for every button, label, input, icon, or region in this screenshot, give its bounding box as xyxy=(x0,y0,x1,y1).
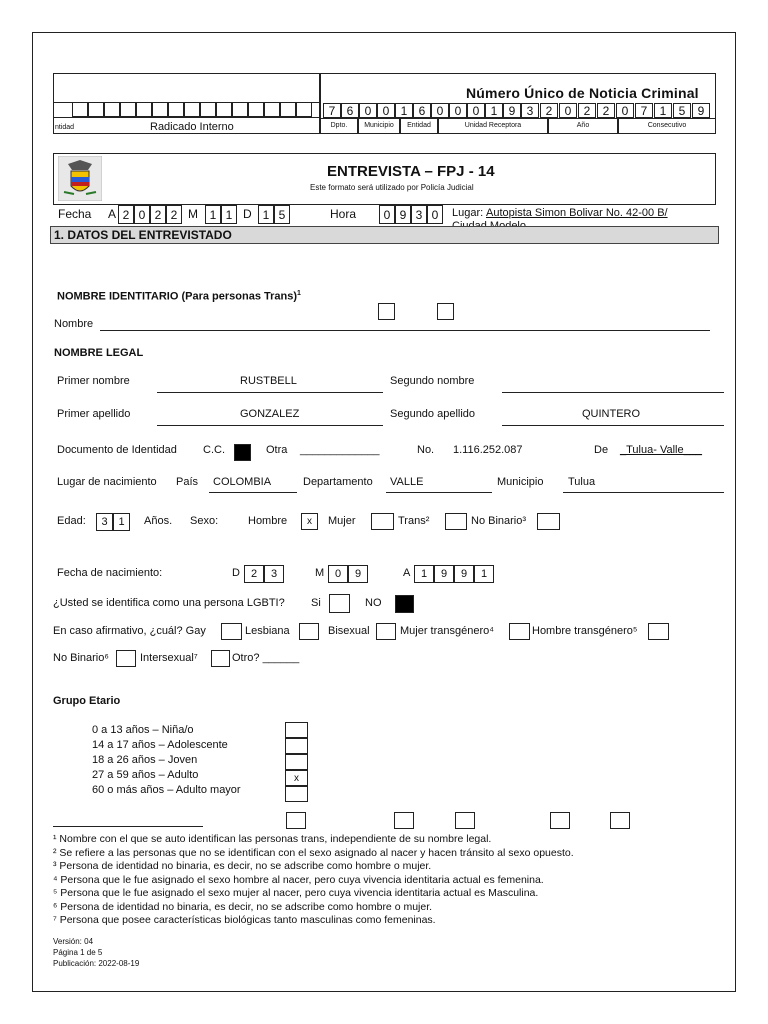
bisexual-label: Bisexual xyxy=(328,625,370,637)
form-title: ENTREVISTA – FPJ - 14 xyxy=(327,163,495,180)
nunc-digit[interactable]: 0 xyxy=(467,103,485,118)
municipio-label: Municipio xyxy=(497,476,544,488)
coat-of-arms-icon xyxy=(58,156,102,201)
year-prefix: A xyxy=(108,207,117,221)
radicado-cell[interactable] xyxy=(232,102,248,117)
hombre-trans-label: Hombre transgénero⁵ xyxy=(532,625,638,637)
footnote-line: ¹ Nombre con el que se auto identifican las personas trans, independiente de su nombre legal. xyxy=(53,833,492,845)
footnote-line: ⁵ Persona que le fue asignado el sexo mujer al nacer, pero cuya vivencia identitaria actual es Masculina. xyxy=(53,887,539,899)
no-label: No. xyxy=(417,444,435,456)
trans-label: Trans² xyxy=(398,515,430,527)
lugar-label: Lugar: xyxy=(452,207,484,219)
nunc-digit[interactable]: 6 xyxy=(341,103,359,118)
cc-label: C.C. xyxy=(203,444,225,456)
radicado-cell[interactable] xyxy=(248,102,264,117)
radicado-label: Radicado Interno xyxy=(150,121,234,133)
nunc-digit[interactable]: 3 xyxy=(521,103,539,118)
mujer-label: Mujer xyxy=(328,515,356,527)
fecha-digit-cell[interactable]: 1 xyxy=(205,205,221,224)
pais-label: País xyxy=(176,476,199,488)
nunc-digit[interactable]: 1 xyxy=(395,103,413,118)
mujer-checkbox[interactable] xyxy=(371,513,394,530)
fecha-digit-cell[interactable]: 2 xyxy=(166,205,182,224)
fecha-nac-digit[interactable]: 2 xyxy=(244,565,264,583)
grupo-item-label: 18 a 26 años – Joven xyxy=(92,754,198,766)
doc-number[interactable]: 1.116.252.087 xyxy=(453,444,523,456)
publicacion-text: Publicación: 2022-08-19 xyxy=(53,959,140,968)
fecha-digit-cell[interactable]: 0 xyxy=(379,205,395,224)
intersexual-checkbox[interactable] xyxy=(211,650,230,667)
otra-label: Otra xyxy=(266,444,288,456)
nunc-sub-label: Unidad Receptora xyxy=(438,118,548,134)
si-label: Si xyxy=(311,597,321,609)
grupo-item-checkbox[interactable] xyxy=(285,738,308,754)
cc-checkbox[interactable] xyxy=(234,444,251,461)
fecha-digit-cell[interactable]: 9 xyxy=(395,205,411,224)
grupo-item-checkbox[interactable] xyxy=(285,722,308,738)
nunc-digit[interactable]: 0 xyxy=(359,103,377,118)
fecha-digit-cell[interactable]: 2 xyxy=(150,205,166,224)
fecha-nac-digit[interactable]: 1 xyxy=(414,565,434,583)
grupo-item-checkbox[interactable] xyxy=(285,754,308,770)
nunc-digit[interactable]: 2 xyxy=(597,103,615,118)
identitario-checkbox-1[interactable] xyxy=(378,303,395,320)
primer-apellido-value[interactable]: GONZALEZ xyxy=(240,408,300,420)
nunc-digit[interactable]: 7 xyxy=(323,103,341,118)
fecha-digit-cell[interactable]: 2 xyxy=(118,205,134,224)
no-binario6-checkbox[interactable] xyxy=(116,650,136,667)
fecha-nac-digit[interactable]: 1 xyxy=(474,565,494,583)
version-text: Versión: 04 xyxy=(53,937,94,946)
fn-a-label: A xyxy=(403,567,411,579)
fecha-digit-cell[interactable]: 0 xyxy=(427,205,443,224)
radicado-cell[interactable] xyxy=(152,102,168,117)
identitario-checkbox-2[interactable] xyxy=(437,303,454,320)
nunc-sub-label: Entidad xyxy=(400,118,438,134)
otro-label: Otro? ______ xyxy=(232,652,300,664)
edad-digit[interactable]: 3 xyxy=(96,513,113,531)
fecha-digit-cell[interactable]: 1 xyxy=(221,205,237,224)
radicado-cell[interactable] xyxy=(264,102,280,117)
trans-checkbox[interactable] xyxy=(445,513,467,530)
edad-digit[interactable]: 1 xyxy=(113,513,130,531)
nunc-digit[interactable]: 0 xyxy=(559,103,577,118)
ntidad-label: ntidad xyxy=(55,124,75,131)
otra-value[interactable]: _____________ xyxy=(300,444,380,456)
radicado-cell[interactable] xyxy=(184,102,200,117)
departamento-label: Departamento xyxy=(303,476,373,488)
nombre-identitario-label: NOMBRE IDENTITARIO (Para personas Trans)$^1$ xyxy=(57,290,301,303)
section1-title: 1. DATOS DEL ENTREVISTADO xyxy=(54,228,232,242)
radicado-cell[interactable] xyxy=(216,102,232,117)
grupo-item-label: 27 a 59 años – Adulto xyxy=(92,769,199,781)
segundo-nombre-label: Segundo nombre xyxy=(390,375,475,387)
footnote-checkbox-4[interactable] xyxy=(550,812,570,829)
nunc-title: Número Único de Noticia Criminal xyxy=(466,85,699,101)
lugar-line1[interactable]: Autopista Simon Bolivar No. 42-00 B/ xyxy=(486,207,668,219)
fn-m-label: M xyxy=(315,567,325,579)
nunc-digit[interactable]: 0 xyxy=(616,103,634,118)
no-binario-label: No Binario³ xyxy=(471,515,527,527)
nunc-sub-label: Consecutivo xyxy=(618,118,716,134)
departamento-value[interactable]: VALLE xyxy=(390,476,424,488)
footnote-line: ² Se refiere a las personas que no se identifican con el sexo asignado al nacer y hacen tránsito al sexo opuesto. xyxy=(53,846,574,859)
grupo-item-label: 60 o más años – Adulto mayor xyxy=(92,784,241,796)
no-binario-checkbox[interactable] xyxy=(537,513,560,530)
footnote-line: ⁷ Persona que posee características biológicas tanto masculinas como femeninas. xyxy=(53,914,436,926)
nombre-input[interactable] xyxy=(100,330,710,331)
fecha-digit-cell[interactable]: 3 xyxy=(411,205,427,224)
grupo-item-label: 0 a 13 años – Niña/o xyxy=(92,724,194,736)
radicado-cell[interactable] xyxy=(168,102,184,117)
fecha-label: Fecha xyxy=(58,207,92,221)
segundo-apellido-label: Segundo apellido xyxy=(390,408,476,420)
nombre-label: Nombre xyxy=(54,318,94,330)
hombre-trans-checkbox[interactable] xyxy=(648,623,669,640)
fecha-nac-digit[interactable]: 0 xyxy=(328,565,348,583)
footnote-line: ⁶ Persona de identidad no binaria, es decir, no se adscribe como hombre o mujer. xyxy=(53,900,433,913)
nunc-digit[interactable]: 6 xyxy=(413,103,431,118)
footnote-checkbox-3[interactable] xyxy=(455,812,475,829)
footnote-checkbox-1[interactable] xyxy=(286,812,306,829)
grupo-item-checkbox[interactable] xyxy=(285,786,308,802)
fecha-nac-digit[interactable]: 9 xyxy=(454,565,474,583)
radicado-cell[interactable] xyxy=(296,102,312,117)
fn-d-label: D xyxy=(232,567,240,579)
nunc-digit[interactable]: 0 xyxy=(449,103,467,118)
mujer-trans-checkbox[interactable] xyxy=(509,623,530,640)
day-prefix: D xyxy=(243,207,252,221)
radicado-cell[interactable] xyxy=(200,102,216,117)
nunc-digit[interactable]: 1 xyxy=(654,103,672,118)
lgbti-question: ¿Usted se identifica como una persona LGBTI? xyxy=(53,597,285,609)
hora-label: Hora xyxy=(330,207,357,221)
footnote-checkbox-2[interactable] xyxy=(394,812,414,829)
month-prefix: M xyxy=(188,207,198,221)
pagina-text: Página 1 de 5 xyxy=(53,948,103,957)
nunc-sub-label: Dpto. xyxy=(320,118,358,134)
fecha-digit-cell[interactable]: 0 xyxy=(134,205,150,224)
intersexual-label: Intersexual⁷ xyxy=(140,652,198,664)
hombre-label: Hombre xyxy=(248,515,288,527)
sexo-label: Sexo: xyxy=(190,515,219,527)
radicado-cell[interactable] xyxy=(120,102,136,117)
afirmativo-label: En caso afirmativo, ¿cuál? Gay xyxy=(53,625,206,637)
no-binario6-label: No Binario⁶ xyxy=(53,652,109,664)
grupo-item-checkbox[interactable]: x xyxy=(285,770,308,786)
nunc-digit[interactable]: 5 xyxy=(673,103,691,118)
municipio-value[interactable]: Tulua xyxy=(568,476,596,488)
nunc-digit[interactable]: 2 xyxy=(540,103,558,118)
hombre-checkbox[interactable]: x xyxy=(301,513,318,530)
nunc-digit[interactable]: 0 xyxy=(377,103,395,118)
primer-nombre-value[interactable]: RUSTBELL xyxy=(240,375,297,387)
no-lgbti-label: NO xyxy=(365,597,382,609)
radicado-cell[interactable] xyxy=(72,102,88,117)
nombre-legal-label: NOMBRE LEGAL xyxy=(54,347,144,359)
documento-label: Documento de Identidad xyxy=(57,444,177,456)
edad-label: Edad: xyxy=(57,515,86,527)
segundo-apellido-value[interactable]: QUINTERO xyxy=(582,408,641,420)
form-subtitle: Este formato será utilizado por Policía Judicial xyxy=(310,183,474,192)
radicado-cell[interactable] xyxy=(88,102,104,117)
fecha-nac-digit[interactable]: 9 xyxy=(348,565,368,583)
fecha-nac-label: Fecha de nacimiento: xyxy=(57,567,163,579)
lugar-nac-label: Lugar de nacimiento xyxy=(57,476,157,488)
si-checkbox[interactable] xyxy=(329,594,350,613)
gay-checkbox[interactable] xyxy=(221,623,242,640)
primer-nombre-label: Primer nombre xyxy=(57,375,130,387)
footnote-checkbox-5[interactable] xyxy=(610,812,630,829)
lesbiana-checkbox[interactable] xyxy=(299,623,319,640)
nunc-digit[interactable]: 0 xyxy=(431,103,449,118)
mujer-trans-label: Mujer transgénero⁴ xyxy=(400,625,494,637)
footnote-line: ⁴ Persona que le fue asignado el sexo hombre al nacer, pero cuya vivencia identitaria actual es femenina. xyxy=(53,873,544,886)
pais-value[interactable]: COLOMBIA xyxy=(213,476,272,488)
nunc-sub-label: Municipio xyxy=(358,118,400,134)
anos-label: Años. xyxy=(144,515,173,527)
radicado-cell[interactable] xyxy=(136,102,152,117)
nunc-digit[interactable]: 9 xyxy=(503,103,521,118)
radicado-cell[interactable] xyxy=(104,102,120,117)
bisexual-checkbox[interactable] xyxy=(376,623,396,640)
nunc-sub-label: Año xyxy=(548,118,618,134)
nunc-digit[interactable]: 9 xyxy=(692,103,710,118)
de-label: De xyxy=(594,444,609,456)
grupo-item-label: 14 a 17 años – Adolescente xyxy=(92,739,228,751)
footnote-line: ³ Persona de identidad no binaria, es decir, no se adscribe como hombre o mujer. xyxy=(53,860,432,872)
nunc-digit[interactable]: 1 xyxy=(485,103,503,118)
nunc-digit[interactable]: 7 xyxy=(635,103,653,118)
primer-apellido-label: Primer apellido xyxy=(57,408,131,420)
fecha-digit-cell[interactable]: 1 xyxy=(258,205,274,224)
grupo-etario-label: Grupo Etario xyxy=(53,695,121,707)
lesbiana-label: Lesbiana xyxy=(245,625,290,637)
fecha-digit-cell[interactable]: 5 xyxy=(274,205,290,224)
de-value[interactable]: _Tulua- Valle___ xyxy=(620,444,702,456)
no-lgbti-checkbox[interactable] xyxy=(395,595,414,613)
radicado-cell[interactable] xyxy=(280,102,296,117)
nunc-digit[interactable]: 2 xyxy=(578,103,596,118)
fecha-nac-digit[interactable]: 9 xyxy=(434,565,454,583)
fecha-nac-digit[interactable]: 3 xyxy=(264,565,284,583)
